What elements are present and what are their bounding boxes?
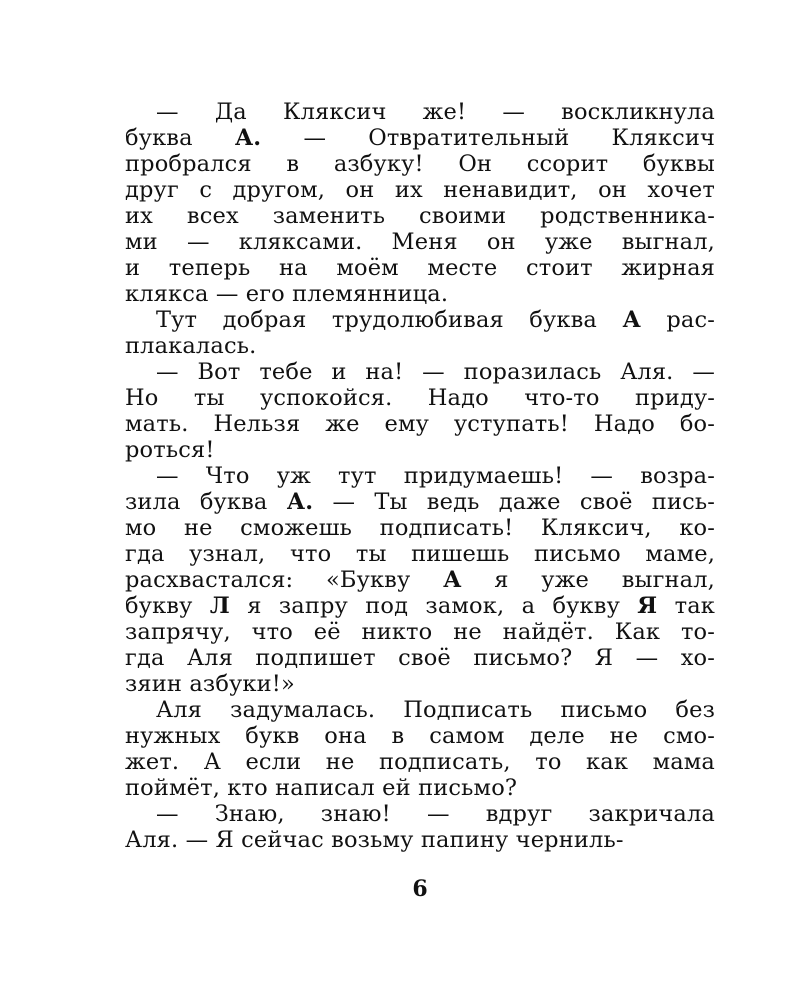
text-line: нужных букв она в самом деле не смо- bbox=[125, 723, 715, 749]
text-line: пробрался в азбуку! Он ссорит буквы bbox=[125, 151, 715, 177]
text-line: ми — кляксами. Меня он уже выгнал, bbox=[125, 229, 715, 255]
text-line: плакалась. bbox=[125, 333, 257, 359]
bold-letter: А bbox=[443, 567, 462, 593]
text-line: Тут добрая трудолюбивая буква А рас- bbox=[156, 307, 715, 333]
text-line: расхвастался: «Букву А я уже выгнал, bbox=[125, 567, 715, 593]
page-number: 6 bbox=[412, 876, 428, 902]
text-line: друг с другом, он их ненавидит, он хочет bbox=[125, 177, 715, 203]
bold-letter: Л bbox=[209, 593, 230, 619]
text-line: Но ты успокойся. Надо что-то приду- bbox=[125, 385, 715, 411]
text-line: роться! bbox=[125, 437, 215, 463]
text-line: гда узнал, что ты пишешь письмо маме, bbox=[125, 541, 715, 567]
text-line: поймёт, кто написал ей письмо? bbox=[125, 775, 518, 801]
paragraph bbox=[125, 359, 715, 463]
text-line: гда Аля подпишет своё письмо? Я — хо- bbox=[125, 645, 715, 671]
bold-letter: А. bbox=[234, 125, 262, 151]
text-line: Аля задумалась. Подписать письмо без bbox=[156, 697, 715, 723]
paragraph bbox=[125, 697, 715, 801]
text-line: мо не сможешь подписать! Кляксич, ко- bbox=[125, 515, 715, 541]
paragraph bbox=[125, 801, 715, 853]
paragraph bbox=[125, 99, 715, 307]
bold-letter: Я bbox=[637, 593, 658, 619]
text-line: Аля. — Я сейчас возьму папину черниль- bbox=[125, 827, 624, 853]
paragraph bbox=[125, 463, 715, 697]
text-line: — Знаю, знаю! — вдруг закричала bbox=[156, 801, 715, 827]
bold-letter: А. bbox=[286, 489, 314, 515]
text-line: клякса — его племянница. bbox=[125, 281, 449, 307]
text-line: и теперь на моём месте стоит жирная bbox=[125, 255, 715, 281]
text-line: буква А. — Отвратительный Кляксич bbox=[125, 125, 715, 151]
text-line: их всех заменить своими родственника- bbox=[125, 203, 715, 229]
text-line: зяин азбуки!» bbox=[125, 671, 295, 697]
text-line: запрячу, что её никто не найдёт. Как то- bbox=[125, 619, 715, 645]
text-line: букву Л я запру под замок, а букву Я так bbox=[125, 593, 715, 619]
text-line: — Вот тебе и на! — поразилась Аля. — bbox=[156, 359, 715, 385]
text-line: мать. Нельзя же ему уступать! Надо бо- bbox=[125, 411, 715, 437]
text-line: зила буква А. — Ты ведь даже своё пись- bbox=[125, 489, 715, 515]
page-text bbox=[125, 99, 715, 853]
paragraph bbox=[125, 307, 715, 359]
text-line: — Да Кляксич же! — воскликнула bbox=[156, 99, 715, 125]
text-line: — Что уж тут придумаешь! — возра- bbox=[156, 463, 715, 489]
text-line: жет. А если не подписать, то как мама bbox=[125, 749, 715, 775]
bold-letter: А bbox=[622, 307, 641, 333]
